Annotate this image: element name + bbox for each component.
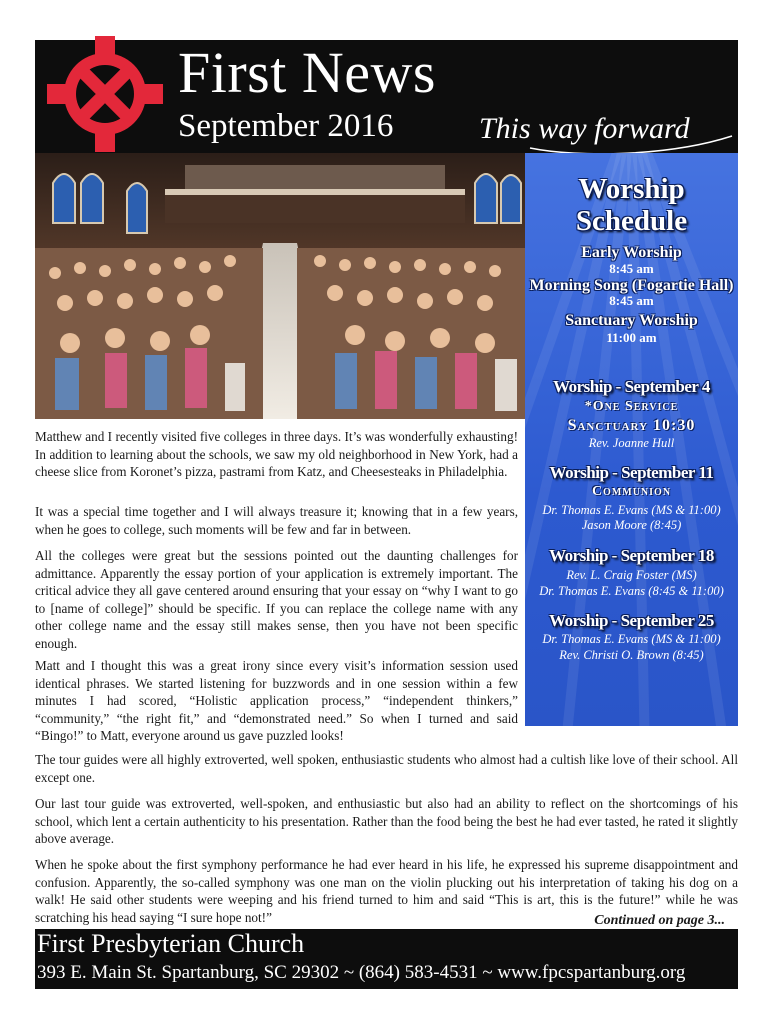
article-paragraph: The tour guides were all highly extroverted, well spoken, enthusiastic students who almost had a cultish like love of their school. All except one. xyxy=(35,752,738,785)
service-time: 8:45 am xyxy=(609,293,654,308)
article-paragraph: Our last tour guide was extroverted, well-spoken, and enthusiastic but also had an ability to reflect on the shortcomings of his school, which lent a certain authenticity to his presentation. Rather than the food being the best he had ever tasted, he rated it slightly above average. xyxy=(35,796,738,846)
crowd-photo xyxy=(35,153,525,419)
church-name: First Presbyterian Church xyxy=(37,929,305,958)
service-time: 11:00 am xyxy=(606,330,657,345)
schedule-heading-line1: Worship xyxy=(578,173,685,205)
week-pastor: Rev. Joanne Hull xyxy=(588,436,675,450)
issue-date: September 2016 xyxy=(178,108,394,144)
week-heading: Worship - September 25 xyxy=(549,611,714,630)
week-pastor: Dr. Thomas E. Evans (MS & 11:00) xyxy=(542,632,721,646)
newsletter-title: First News xyxy=(178,40,436,105)
week-heading: Worship - September 18 xyxy=(549,546,714,565)
week-note: *One Service xyxy=(584,399,679,414)
article-paragraph: It was a special time together and I will always treasure it; knowing that in a few years, when he goes to college, such moments will be few and far in between. xyxy=(35,504,518,537)
service-name: Sanctuary Worship xyxy=(565,312,698,329)
week-pastor: Rev. L. Craig Foster (MS) xyxy=(566,568,697,582)
week-pastor: Jason Moore (8:45) xyxy=(581,518,682,532)
week-heading: Worship - September 4 xyxy=(553,377,710,396)
week-heading: Worship - September 11 xyxy=(549,463,714,482)
service-name: Morning Song (Fogartie Hall) xyxy=(529,277,734,294)
continued-link: Continued on page 3... xyxy=(594,913,725,928)
church-logo-icon xyxy=(45,34,165,154)
schedule-heading-line2: Schedule xyxy=(575,205,688,237)
week-pastor: Dr. Thomas E. Evans (8:45 & 11:00) xyxy=(539,584,724,598)
service-time: 8:45 am xyxy=(609,261,654,276)
tagline: This way forward xyxy=(479,112,690,145)
article-paragraph: All the colleges were great but the sessions pointed out the daunting challenges for admittance. Apparently the essay portion of your application is extremely important. The critical advice they all gave centered around ensuring that your essay on “why I want to go to [name of college]” should be specific. If you can replace the college name with any other college name and the essay still makes sense, then you have not been specific enough. xyxy=(35,548,518,651)
service-name: Early Worship xyxy=(581,244,682,261)
article-paragraph: When he spoke about the first symphony performance he had ever heard in his life, he expressed his supreme disappointment and confusion. Apparently, the so-called symphony was one man on the violin plucking out his interpretation of taking his dog on a walk! He said other students were weeping and his friend turned to him and said “This is art, this is the future!” while he was scratching his head saying “I sure hope not!” xyxy=(35,857,738,925)
article-paragraph: Matt and I thought this was a great irony since every visit’s information session used identical phrases. We started listening for buzzwords and in one session within a few minutes I had scored, “Holistic application process,” “independent thinkers,” “community,” “the right fit,” and “demonstrated need.” So when I turned and said “Bingo!” to Matt, everyone around us gave puzzled looks! xyxy=(35,658,518,743)
week-pastor: Dr. Thomas E. Evans (MS & 11:00) xyxy=(542,503,721,517)
week-note: Sanctuary 10:30 xyxy=(567,417,696,434)
article-paragraph: Matthew and I recently visited five colleges in three days. It’s was wonderfully exhausting! In addition to learning about the schools, we saw my old neighborhood in New York, had a cheese slice from Koronet’s pizza, pastrami from Katz, and Cheesesteaks in Philadelphia. xyxy=(35,429,518,479)
worship-schedule-panel xyxy=(525,153,738,726)
church-contact: 393 E. Main St. Spartanburg, SC 29302 ~ (864) 583-4531 ~ www.fpcspartanburg.org xyxy=(37,962,686,983)
week-pastor: Rev. Christi O. Brown (8:45) xyxy=(559,648,704,662)
week-note: Communion xyxy=(591,484,672,499)
